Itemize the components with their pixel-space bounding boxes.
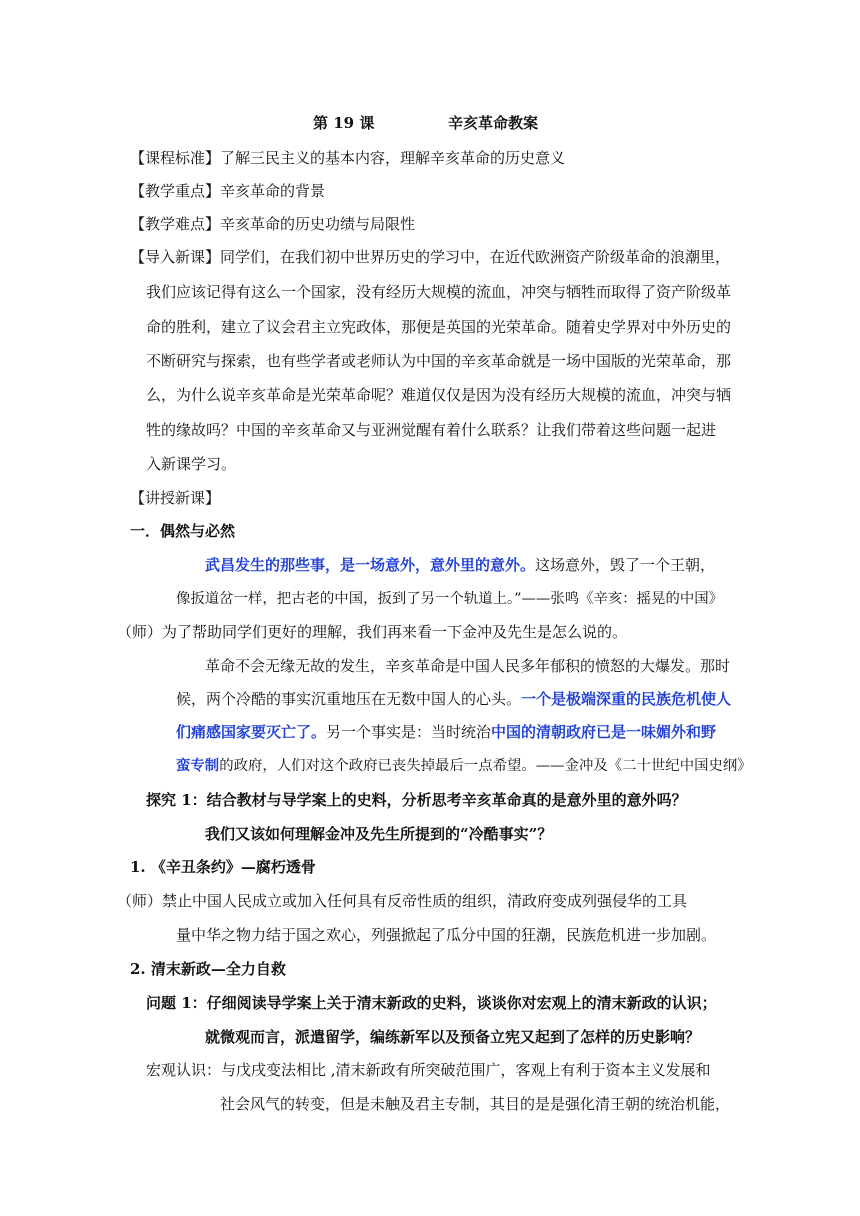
- intro-line: 不断研究与探索，也有些学者或老师认为中国的辛亥革命就是一场中国版的光荣革命，那: [146, 352, 732, 370]
- quote-highlight: 蛮专制: [176, 757, 220, 774]
- quote-highlight: 一个是极端深重的民族危机使人: [521, 690, 732, 708]
- teaching-focus-text: 辛亥革命的背景: [220, 182, 326, 200]
- teaching-difficulty: [130, 214, 415, 234]
- answer-line: 宏观认识：与戊戌变法相比 ,清末新政有所突破范围广，客观上有利于资本主义发展和: [146, 1061, 711, 1079]
- lesson-name: 辛亥革命教案: [448, 114, 539, 132]
- quote-line: [176, 722, 716, 742]
- teaching-focus-tag: 【教学重点】: [130, 182, 221, 200]
- intro-line: 牲的缘故吗？中国的辛亥革命又与亚洲觉醒有着什么联系？让我们带着这些问题一起进: [146, 421, 717, 439]
- answer-line: 社会风气的转变，但是未触及君主专制，其目的是是强化清王朝的统治机能，: [220, 1095, 731, 1113]
- quote-highlight: 中国的清朝政府已是一味媚外和野: [491, 723, 717, 741]
- explore-question: 探究 1：结合教材与导学案上的史料，分析思考辛亥革命真的是意外里的意外吗？: [146, 791, 687, 809]
- quote-line: [205, 555, 715, 575]
- course-standard-text: 了解三民主义的基本内容，理解辛亥革命的历史意义: [220, 149, 566, 167]
- intro-line: 么，为什么说辛亥革命是光荣革命呢？难道仅仅是因为没有经历大规模的流血，冲突与牺: [146, 386, 732, 404]
- course-standard: [130, 148, 565, 168]
- teaching-difficulty-text: 辛亥革命的历史功绩与局限性: [220, 215, 416, 233]
- quote-highlight: 们痛感国家要灭亡了。: [176, 723, 327, 741]
- intro-line: 我们应该记得有这么一个国家，没有经历大规模的流血，冲突与牺牲而取得了资产阶级革: [146, 283, 732, 301]
- item-heading: 1. 《辛丑条约》—腐朽透骨: [130, 858, 316, 876]
- course-standard-tag: 【课程标准】: [130, 149, 221, 167]
- teaching-focus: [130, 181, 325, 201]
- item-heading: 2. 清末新政—全力自救: [130, 960, 286, 978]
- intro-tag: 【导入新课】: [130, 248, 221, 266]
- quote-text: 的政府，人们对这个政府已丧失掉最后一点希望。——金冲及《二十世纪中国史纲》: [219, 758, 752, 774]
- question: 就微观而言，派遣留学，编练新军以及预备立宪又起到了怎样的历史影响？: [205, 1028, 701, 1046]
- quote-line: [176, 756, 752, 776]
- intro-line: 入新课学习。: [146, 455, 237, 473]
- explore-question: 我们又该如何理解金冲及先生所提到的“冷酷事实”？: [205, 825, 553, 843]
- quote-text: 候，两个冷酷的事实沉重地压在无数中国人的心头。: [176, 690, 522, 708]
- teacher-note: （师）禁止中国人民成立或加入任何具有反帝性质的组织，清政府变成列强侵华的工具: [117, 892, 688, 910]
- teacher-note: 量中华之物力结于国之欢心，列强掀起了瓜分中国的狂潮，民族危机进一步加剧。: [176, 926, 717, 944]
- intro-text: 同学们，在我们初中世界历史的学习中，在近代欧洲资产阶级革命的浪潮里，: [220, 248, 731, 266]
- teacher-note: （师）为了帮助同学们更好的理解，我们再来看一下金冲及先生是怎么说的。: [117, 623, 628, 641]
- quote-line: 革命不会无缘无故的发生，辛亥革命是中国人民多年郁积的愤怒的大爆发。那时: [205, 657, 731, 675]
- quote-line: 像扳道岔一样，把古老的中国，扳到了另一个轨道上。”——张鸣《辛亥：摇晃的中国》: [176, 591, 724, 607]
- question: 问题 1：仔细阅读导学案上关于清末新政的史料，谈谈你对宏观上的清末新政的认识；: [146, 994, 717, 1012]
- quote-text: 另一个事实是：当时统治: [326, 723, 492, 741]
- quote-text: 这场意外，毁了一个王朝，: [535, 556, 716, 574]
- teaching-difficulty-tag: 【教学难点】: [130, 215, 221, 233]
- section-heading: 一．偶然与必然: [130, 522, 236, 540]
- intro-first-line: [130, 247, 730, 267]
- quote-line: [176, 689, 731, 709]
- lecture-tag: 【讲授新课】: [130, 489, 221, 507]
- lesson-number: 第 19 课: [313, 114, 375, 132]
- intro-line: 命的胜利，建立了议会君主立宪政体，那便是英国的光荣革命。随着史学界对中外历史的: [146, 318, 732, 336]
- quote-highlight: 武昌发生的那些事，是一场意外，意外里的意外。: [205, 556, 536, 574]
